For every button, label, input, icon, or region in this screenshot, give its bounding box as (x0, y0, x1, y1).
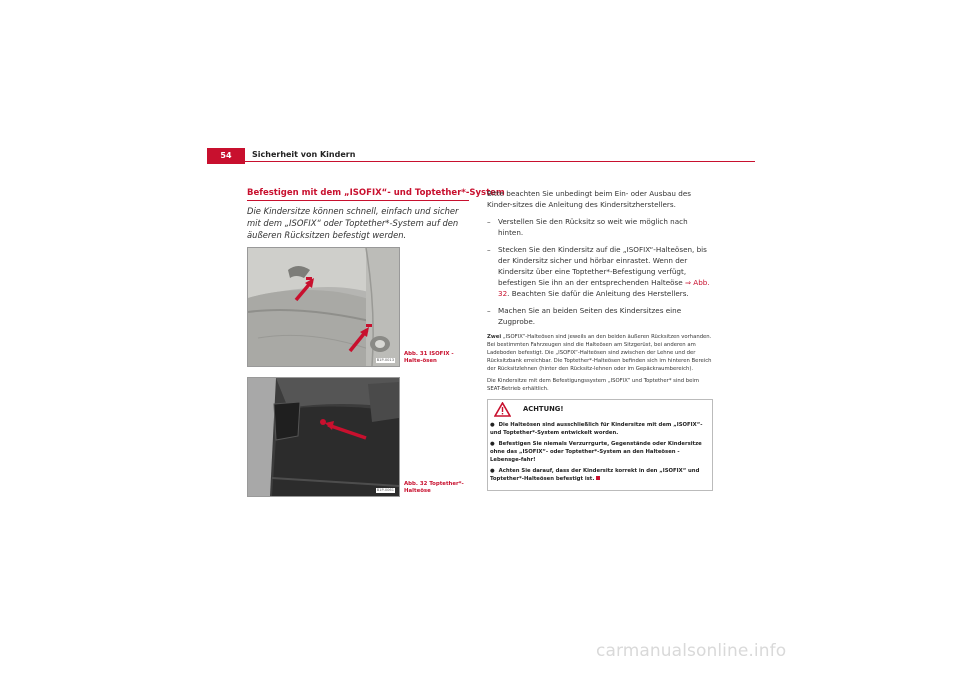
page-number: 54 (207, 148, 245, 164)
note-lead: Zwei (487, 334, 502, 340)
warning-item-text: Achten Sie darauf, dass der Kindersitz korrekt in den „ISOFIX“ und Toptether*-Halteösen befestigt ist. (490, 468, 700, 482)
running-header-title: Sicherheit von Kindern (252, 150, 356, 159)
body-paragraph: Bitte beachten Sie unbedingt beim Ein- oder Ausbau des Kinder-sitzes die Anleitung des Kindersitzherstellers. (487, 189, 692, 209)
instruction-step (487, 305, 713, 327)
figure-reference-link[interactable]: ⇒ Abb. 32 (498, 278, 710, 298)
step-dash: – (487, 245, 491, 254)
step-text (498, 244, 713, 299)
warning-item (490, 421, 708, 437)
watermark: carmanualsonline.info (596, 641, 787, 661)
note-paragraph: Die Kindersitze mit dem Befestigungssystem „ISOFIX“ und Toptether* sind beim SEAT-Betrieb erhältlich. (487, 378, 700, 392)
note-text: „ISOFIX“-Halteösen sind jeweils an den beiden äußeren Rücksitzen vorhanden. Bei bestimmten Fahrzeugen sind die Halteösen am Sitzgerüst, bei anderen am Ladeboden befestigt. Die „ISOFIX“-Halteösen sind zwischen der Lehne und der Rücksitzbank erreichbar. Die Toptether*-Halteösen befinden sich im hinteren Bereich der Rücksitzlehnen (hinter den Rücksitz-lehnen oder im Gepäckraumbereich). (487, 334, 712, 372)
instruction-step (487, 244, 713, 299)
section-title: Befestigen mit dem „ISOFIX“- und Toptether*-System (247, 188, 505, 198)
warning-item (490, 467, 708, 483)
step-text: Machen Sie an beiden Seiten des Kindersitzes eine Zugprobe. (498, 306, 682, 326)
warning-item-text: Die Halteösen sind ausschließlich für Kindersitze mit dem „ISOFIX“- und Toptether*-System entwickelt worden. (490, 422, 703, 436)
warning-triangle-icon (494, 402, 511, 417)
step-text-part: Stecken Sie den Kindersitz auf die „ISOFIX“-Halteösen, bis der Kindersitz sicher und hörbar einrastet. Wenn der Kindersitz über eine Toptether*-Befestigung verfügt, befestigen Sie ihn an der entsprechenden Halteöse (498, 245, 707, 287)
step-dash: – (487, 306, 491, 315)
right-column (487, 188, 713, 491)
figure-isofix-photo (247, 247, 400, 367)
figure-code: B1P-0013 (376, 358, 394, 362)
warning-box (487, 399, 713, 491)
bullet-icon: ● (490, 468, 495, 474)
figure-toptether-photo (247, 377, 400, 497)
section-title-rule (247, 200, 469, 201)
figure-caption: Abb. 32 Toptether*-Halteöse (404, 481, 464, 494)
bullet-icon: ● (490, 422, 495, 428)
instruction-step (487, 216, 713, 238)
bullet-icon: ● (490, 441, 495, 447)
figure-caption: Abb. 31 ISOFIX -Halte-ösen (404, 351, 454, 364)
step-text-part: . Beachten Sie dafür die Anleitung des Herstellers. (507, 289, 689, 298)
warning-header (488, 400, 712, 418)
figure-code: B1P-0061 (376, 488, 394, 492)
step-text: Verstellen Sie den Rücksitz so weit wie möglich nach hinten. (498, 217, 688, 237)
step-dash: – (487, 217, 491, 226)
warning-item-text: Befestigen Sie niemals Verzurrgurte, Gegenstände oder Kindersitze ohne das „ISOFIX“- oder Toptether*-System an den Halteösen - Lebensge-fahr! (490, 441, 702, 463)
note-paragraph (487, 333, 713, 373)
warning-body (488, 418, 712, 490)
section-intro: Die Kindersitze können schnell, einfach und sicher mit dem „ISOFIX“ oder Toptether*-System auf den äußeren Rücksitzen befestigt werden. (247, 206, 459, 240)
warning-item (490, 440, 708, 464)
header-rule (207, 161, 755, 162)
warning-title: ACHTUNG! (523, 405, 564, 413)
end-mark-icon (596, 476, 600, 480)
